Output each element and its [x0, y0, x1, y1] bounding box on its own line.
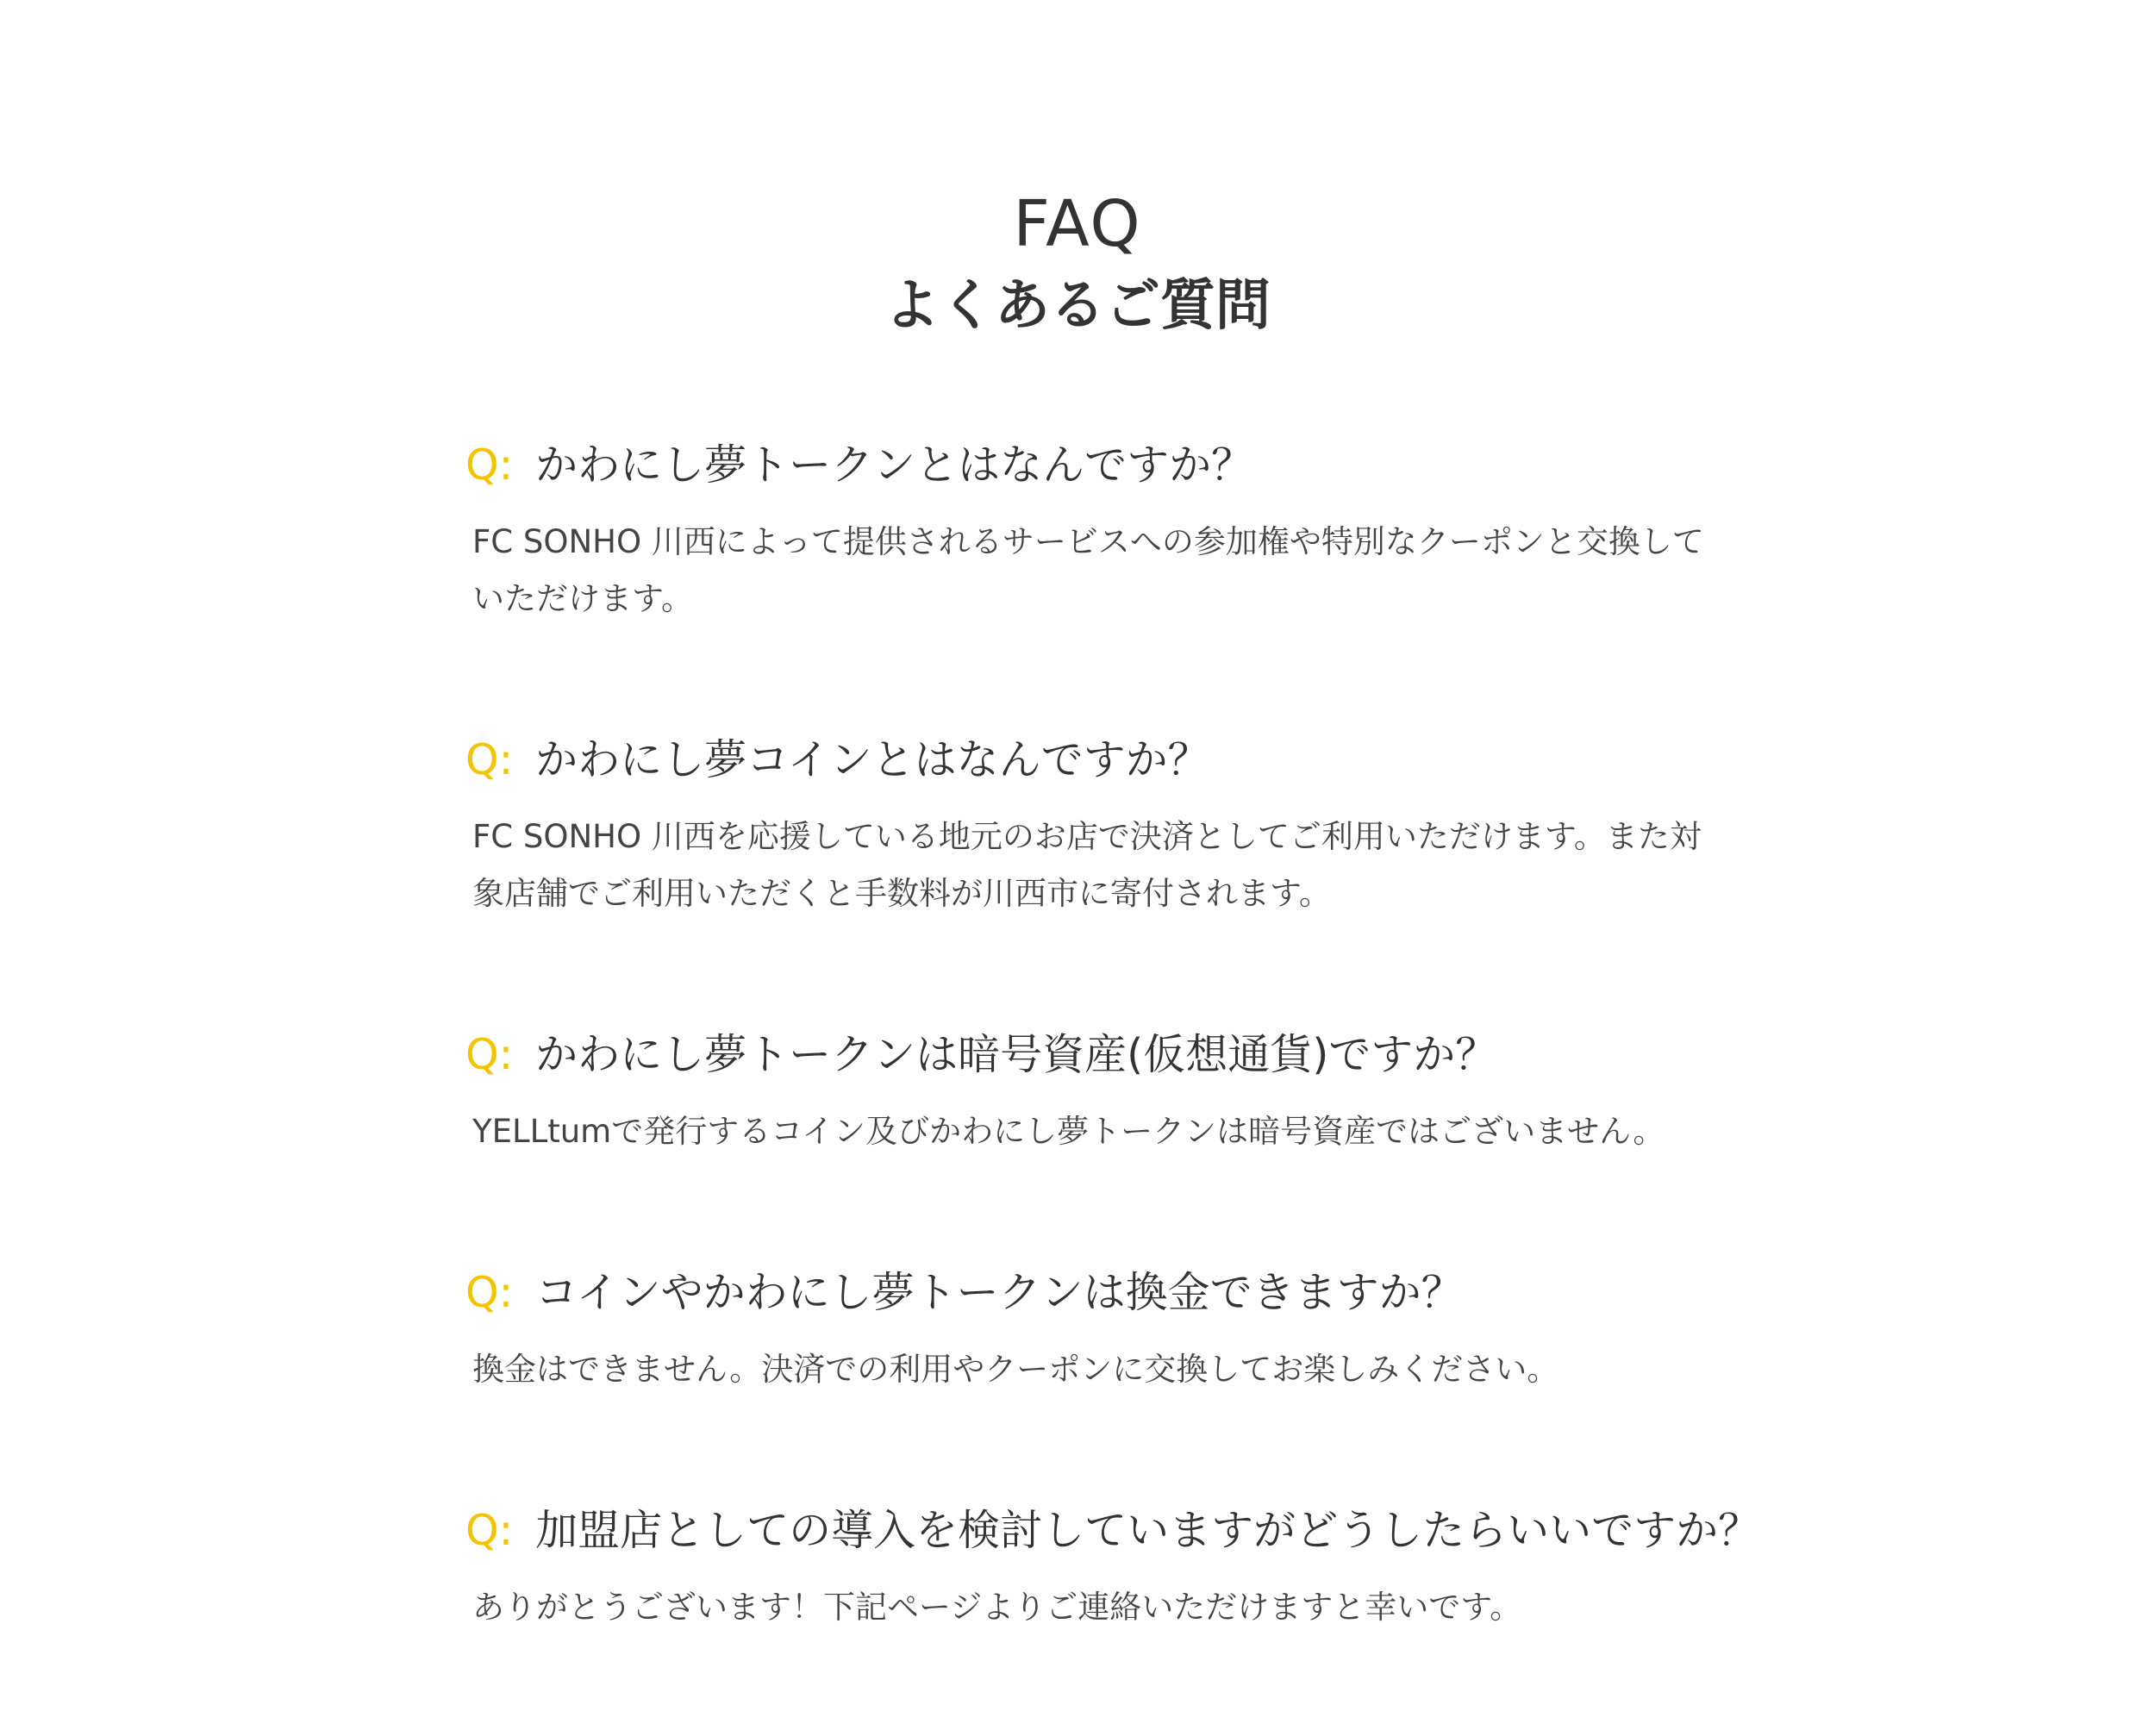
faq-question[interactable] [465, 1022, 1948, 1088]
question-text: かわにし夢コインとはなんですか？ [535, 735, 1210, 784]
faq-answer: YELLtumで発行するコイン及びかわにし夢トークンは暗号資産ではございません。 [472, 1113, 1665, 1150]
question-marker: Q: [465, 735, 514, 784]
question-marker: Q: [465, 440, 514, 490]
faq-item [465, 727, 1948, 922]
faq-answer: FC SONHO 川西を応援している地元のお店で決済としてご利用いただけます。また対象店舗でご利用いただくと手数料が川西市に寄付されます。 [472, 818, 1702, 912]
faq-answer: ありがとうございます！下記ページよりご連絡いただけますと幸いです。 [472, 1589, 1522, 1626]
faq-answer: 換金はできません。決済での利用やクーポンに交換してお楽しみください。 [472, 1351, 1559, 1388]
faq-answer: FC SONHO 川西によって提供されるサービスへの参加権や特別なクーポンと交換していただけます。 [472, 523, 1704, 617]
question-text: かわにし夢トークンとはなんですか？ [535, 440, 1254, 490]
faq-item [465, 433, 1948, 628]
faq-question[interactable] [465, 1260, 1948, 1326]
faq-header [0, 185, 2155, 346]
faq-question[interactable] [465, 433, 1948, 498]
page-title: FAQ [1013, 187, 1142, 261]
question-marker: Q: [465, 1268, 514, 1317]
faq-item [465, 1498, 1948, 1636]
question-text: コインやかわにし夢トークンは換金できますか？ [535, 1268, 1464, 1317]
question-marker: Q: [465, 1030, 514, 1079]
question-marker: Q: [465, 1506, 514, 1555]
faq-list [465, 433, 1948, 1736]
page-subtitle: よくあるご質問 [884, 274, 1271, 338]
faq-item [465, 1260, 1948, 1398]
faq-question[interactable] [465, 1498, 1948, 1564]
question-text: かわにし夢トークンは暗号資産(仮想通貨)ですか？ [535, 1030, 1498, 1079]
question-text: 加盟店としての導入を検討していますがどうしたらいいですか？ [535, 1506, 1761, 1555]
faq-question[interactable] [465, 727, 1948, 793]
faq-item [465, 1022, 1948, 1160]
